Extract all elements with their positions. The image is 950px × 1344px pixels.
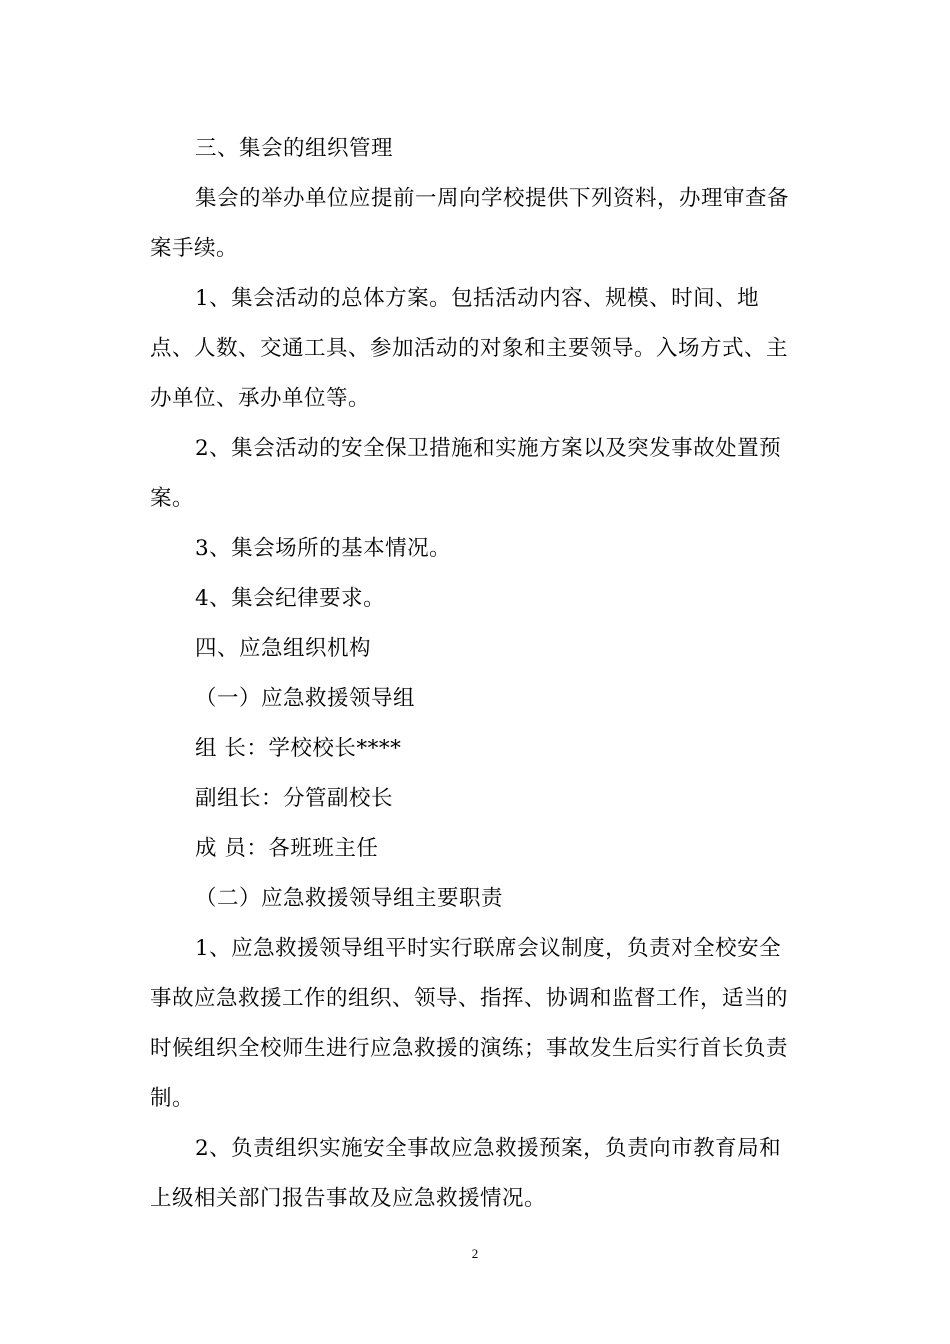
- duty-item-1-line: 时候组织全校师生进行应急救援的演练；事故发生后实行首长负责: [150, 1036, 789, 1061]
- duty-item-1-line: 制。: [150, 1086, 195, 1111]
- paragraph-line: 集会的举办单位应提前一周向学校提供下列资料，办理审查备: [195, 186, 790, 211]
- section-heading-4: 四、应急组织机构: [195, 636, 372, 661]
- subsection-heading-2: （二）应急救援领导组主要职责: [195, 886, 504, 911]
- list-item-1-line: 办单位、承办单位等。: [150, 386, 371, 411]
- page-number: 2: [471, 1246, 479, 1261]
- members-line: 成 员：各班班主任: [195, 836, 379, 861]
- list-item-4: 4、集会纪律要求。: [195, 586, 386, 611]
- deputy-leader-line: 副组长：分管副校长: [195, 786, 394, 811]
- duty-item-1-line: 事故应急救援工作的组织、领导、指挥、协调和监督工作，适当的: [150, 986, 789, 1011]
- duty-item-2-line: 上级相关部门报告事故及应急救援情况。: [150, 1186, 547, 1211]
- document-body: [150, 124, 805, 1224]
- list-item-2-line: 案。: [150, 486, 195, 511]
- group-leader-line: 组 长：学校校长****: [195, 736, 402, 761]
- list-item-1-line: 1、集会活动的总体方案。包括活动内容、规模、时间、地: [195, 286, 760, 311]
- list-item-1-line: 点、人数、交通工具、参加活动的对象和主要领导。入场方式、主: [150, 336, 789, 361]
- list-item-3: 3、集会场所的基本情况。: [195, 536, 452, 561]
- duty-item-2-line: 2、负责组织实施安全事故应急救援预案，负责向市教育局和: [195, 1136, 782, 1161]
- section-heading-3: 三、集会的组织管理: [195, 136, 394, 161]
- duty-item-1-line: 1、应急救援领导组平时实行联席会议制度，负责对全校安全: [195, 936, 782, 961]
- paragraph-line: 案手续。: [150, 236, 239, 261]
- subsection-heading-1: （一）应急救援领导组: [195, 686, 416, 711]
- list-item-2-line: 2、集会活动的安全保卫措施和实施方案以及突发事故处置预: [195, 436, 782, 461]
